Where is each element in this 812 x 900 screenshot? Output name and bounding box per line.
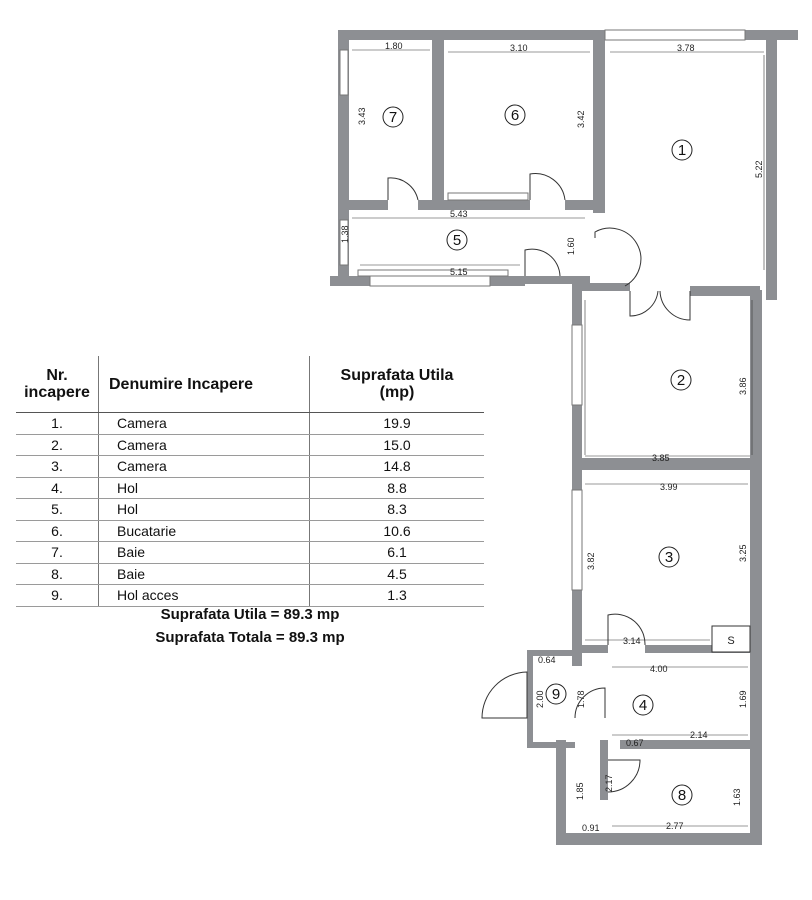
row-name: Camera [99,456,310,478]
dim-r8-small: 0.91 [582,823,600,833]
dim-r8-left: 1.85 [575,782,585,800]
table-row [16,520,484,542]
dim-r2-height: 3.86 [738,377,748,395]
dim-r9-left: 2.00 [535,690,545,708]
room-label-8: 8 [677,786,687,804]
table-row [16,477,484,499]
dim-r3-right: 3.25 [738,544,748,562]
dim-r7-height: 3.43 [357,107,367,125]
room-label-6: 6 [510,106,520,124]
dim-r3-width: 3.99 [660,482,678,492]
row-area: 10.6 [310,520,485,542]
row-name: Hol acces [99,585,310,607]
header-name: Denumire Incapere [99,356,310,413]
dim-r7-width: 1.80 [385,41,403,51]
table-row [16,585,484,607]
row-name: Camera [99,434,310,456]
total-totala: Suprafata Totala = 89.3 mp [155,629,345,646]
dim-r9-right: 1.78 [576,690,586,708]
dim-r3-left: 3.82 [586,552,596,570]
sink-fixture [712,626,750,652]
row-name: Camera [99,413,310,435]
row-nr: 6. [16,520,99,542]
dim-r9-top: 0.64 [538,655,556,665]
dim-r8-a: 2.17 [604,774,614,792]
dim-r4-right: 1.69 [738,690,748,708]
table-row [16,563,484,585]
row-area: 1.3 [310,585,485,607]
table-row [16,413,484,435]
room-label-3: 3 [664,548,674,566]
row-area: 15.0 [310,434,485,456]
row-name: Hol [99,477,310,499]
room-legend [10,356,486,656]
dim-r8-bottom: 2.77 [666,821,684,831]
row-area: 8.8 [310,477,485,499]
row-name: Bucatarie [99,520,310,542]
total-utila: Suprafata Utila = 89.3 mp [160,606,340,623]
table-row [16,434,484,456]
row-area: 4.5 [310,563,485,585]
dim-r3-bottom: 3.14 [623,636,641,646]
legend-table [16,356,484,607]
dim-r4-bottom: 2.14 [690,730,708,740]
row-area: 8.3 [310,499,485,521]
room-label-4: 4 [638,696,648,714]
row-nr: 4. [16,477,99,499]
row-name: Hol [99,499,310,521]
dim-r6-height: 3.42 [576,110,586,128]
room-label-7: 7 [388,108,398,126]
room-label-5: 5 [452,231,462,249]
dim-r5-right: 1.60 [566,237,576,255]
row-nr: 1. [16,413,99,435]
row-nr: 5. [16,499,99,521]
row-area: 6.1 [310,542,485,564]
dim-r1-height: 5.22 [754,160,764,178]
row-nr: 9. [16,585,99,607]
dim-r5-bottom: 5.15 [450,267,468,277]
row-name: Baie [99,563,310,585]
header-area: Suprafata Utila (mp) [310,356,485,413]
header-nr: Nr. incapere [16,356,99,413]
row-name: Baie [99,542,310,564]
dim-r5-top: 5.43 [450,209,468,219]
dim-r2-width: 3.85 [652,453,670,463]
row-nr: 7. [16,542,99,564]
row-nr: 3. [16,456,99,478]
dim-r4-small: 0.67 [626,738,644,748]
dim-r8-right: 1.63 [732,788,742,806]
dim-r1-width: 3.78 [677,43,695,53]
row-area: 14.8 [310,456,485,478]
room-label-9: 9 [551,685,561,703]
row-nr: 2. [16,434,99,456]
dim-r4-top: 4.00 [650,664,668,674]
table-row [16,542,484,564]
dim-r6-width: 3.10 [510,43,528,53]
dim-r5-left: 1.38 [340,225,350,243]
row-nr: 8. [16,563,99,585]
legend-header-row [16,356,484,413]
room-label-1: 1 [677,141,687,159]
row-area: 19.9 [310,413,485,435]
room-label-2: 2 [676,371,686,389]
sink-label: S [727,635,735,647]
table-row [16,456,484,478]
table-row [16,499,484,521]
